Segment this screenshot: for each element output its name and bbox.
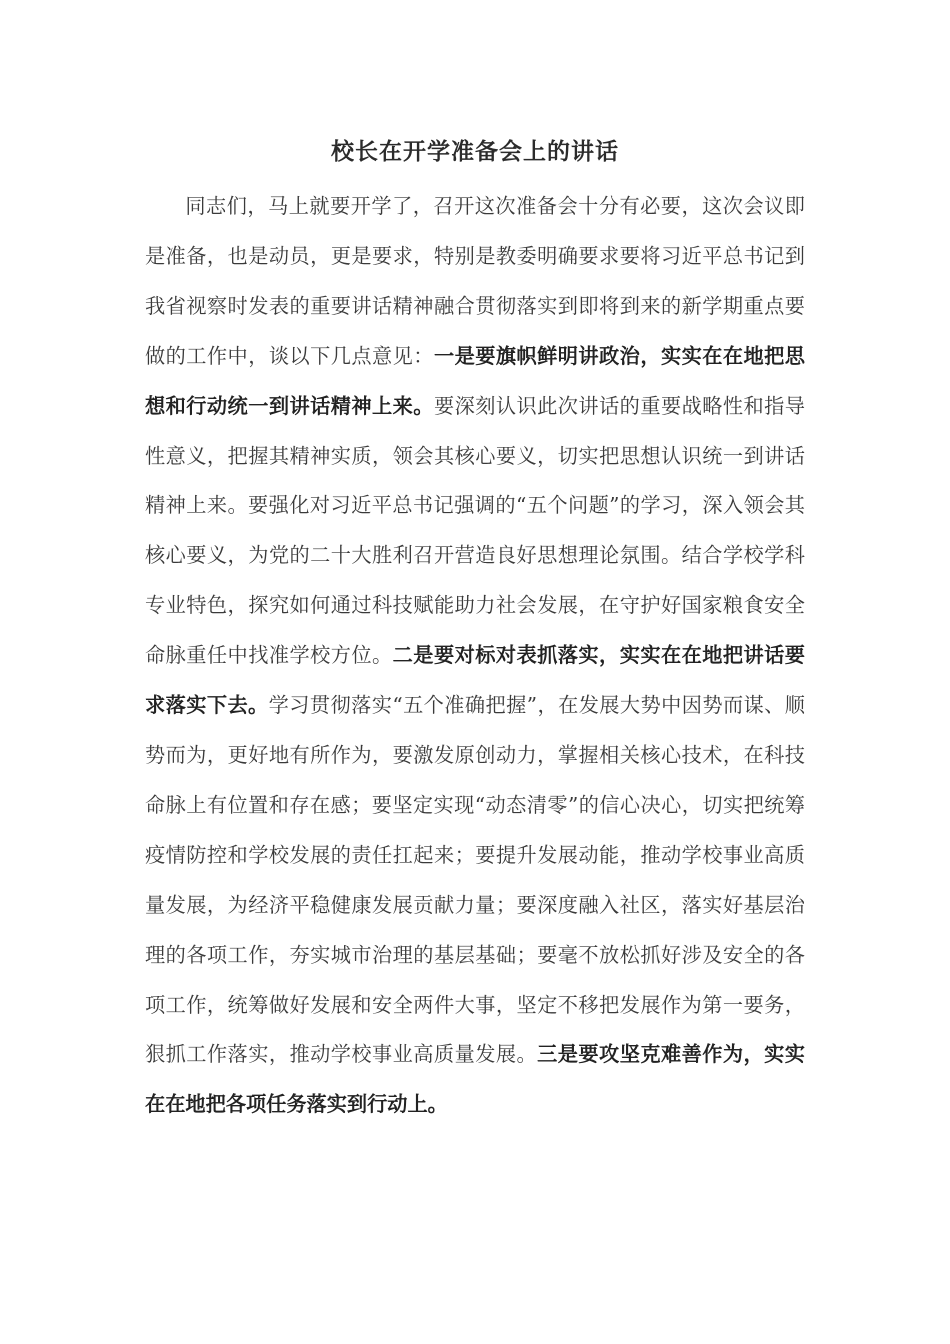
document-title: 校长在开学准备会上的讲话 [331,138,619,165]
text-run: 要深刻认识此次讲话的重要战略性和指导性意义，把握其精神实质，领会其核心要义，切实把思想认识统一到讲话精神上来。要强化对习近平总书记强调的“五个问题”的学习，深入领会其核心要义，为党的二十大胜利召开营造良好思想理论氛围。结合学校学科专业特色，探究如何通过科技赋能助力社会发展，在守护好国家粮食安全命脉重任中找准学校方位。 [145,393,805,668]
point-two-heading: 二是要对标对表抓落实，实实在在地把讲话要求落实下去。 [145,643,805,718]
body-paragraph [145,182,805,1130]
text-run: 同志们，马上就要开学了，召开这次准备会十分有必要，这次会议即是准备，也是动员，更是要求，特别是教委明确要求要将习近平总书记到我省视察时发表的重要讲话精神融合贯彻落实到即将到来的新学期重点要做的工作中，谈以下几点意见： [145,194,805,368]
point-one-heading: 一是要旗帜鲜明讲政治，实实在在地把思想和行动统一到讲话精神上来。 [145,343,805,418]
point-three-heading: 三是要攻坚克难善作为，实实在在地把各项任务落实到行动上。 [145,1042,805,1117]
text-run: 学习贯彻落实“五个准确把握”，在发展大势中因势而谋、顺势而为，更好地有所作为，要激发原创动力，掌握相关核心技术，在科技命脉上有位置和存在感；要坚定实现“动态清零”的信心决心，切实把统筹疫情防控和学校发展的责任扛起来；要提升发展动能，推动学校事业高质量发展，为经济平稳健康发展贡献力量；要深度融入社区，落实好基层治理的各项工作，夯实城市治理的基层基础；要毫不放松抓好涉及安全的各项工作，统筹做好发展和安全两件大事，坚定不移把发展作为第一要务，狠抓工作落实，推动学校事业高质量发展。 [145,693,805,1067]
